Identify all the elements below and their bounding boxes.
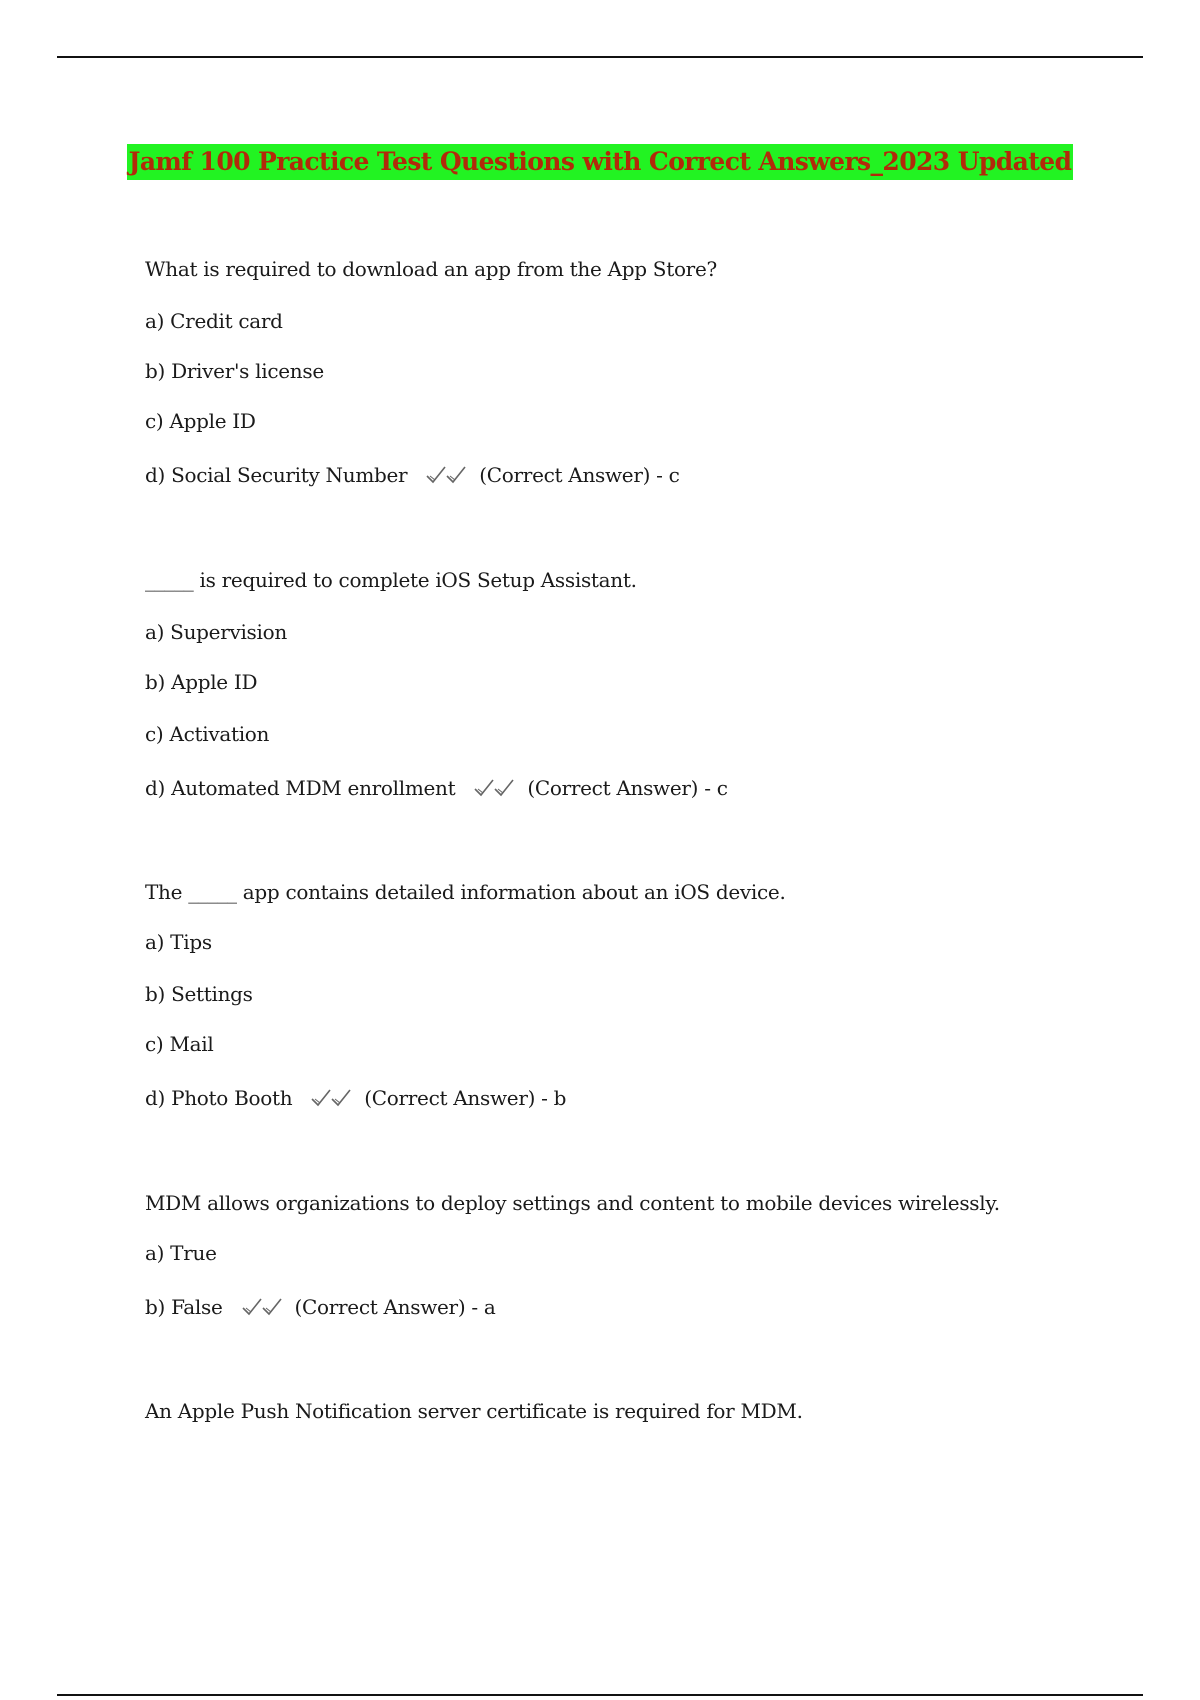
footer-rule — [57, 1694, 1143, 1696]
answer-option: a) True — [145, 1241, 217, 1265]
title-area — [0, 144, 1200, 180]
question-prompt: MDM allows organizations to deploy settings and content to mobile devices wirelessly. — [145, 1191, 1000, 1215]
correct-answer-label: (Correct Answer) - c — [479, 463, 680, 487]
answer-line — [145, 775, 728, 801]
answer-option: d) Social Security Number — [145, 463, 408, 487]
answer-option: a) Credit card — [145, 309, 283, 333]
question-prompt: _____ is required to complete iOS Setup Assistant. — [145, 568, 637, 592]
answer-option: a) Supervision — [145, 620, 287, 644]
answer-option: c) Mail — [145, 1032, 214, 1056]
double-check-icon — [241, 1297, 285, 1317]
answer-option: d) Automated MDM enrollment — [145, 776, 456, 800]
correct-answer-label: (Correct Answer) - b — [364, 1086, 567, 1110]
double-check-icon — [310, 1088, 354, 1108]
correct-answer-label: (Correct Answer) - a — [294, 1295, 496, 1319]
question-prompt: What is required to download an app from the App Store? — [145, 257, 717, 281]
answer-line — [145, 462, 680, 488]
header-rule — [57, 56, 1143, 58]
answer-option: c) Activation — [145, 722, 270, 746]
question-prompt: An Apple Push Notification server certificate is required for MDM. — [145, 1399, 803, 1423]
answer-option: b) False — [145, 1295, 223, 1319]
answer-option: b) Driver's license — [145, 359, 324, 383]
answer-option: c) Apple ID — [145, 409, 256, 433]
double-check-icon — [425, 465, 469, 485]
question-prompt: The _____ app contains detailed information about an iOS device. — [145, 880, 786, 904]
correct-answer-label: (Correct Answer) - c — [527, 776, 728, 800]
answer-option: d) Photo Booth — [145, 1086, 293, 1110]
answer-option: b) Apple ID — [145, 670, 258, 694]
answer-option: a) Tips — [145, 930, 212, 954]
answer-option: b) Settings — [145, 982, 253, 1006]
double-check-icon — [473, 778, 517, 798]
answer-line — [145, 1294, 496, 1320]
answer-line — [145, 1085, 566, 1111]
document-title: Jamf 100 Practice Test Questions with Correct Answers_2023 Updated — [127, 144, 1074, 180]
